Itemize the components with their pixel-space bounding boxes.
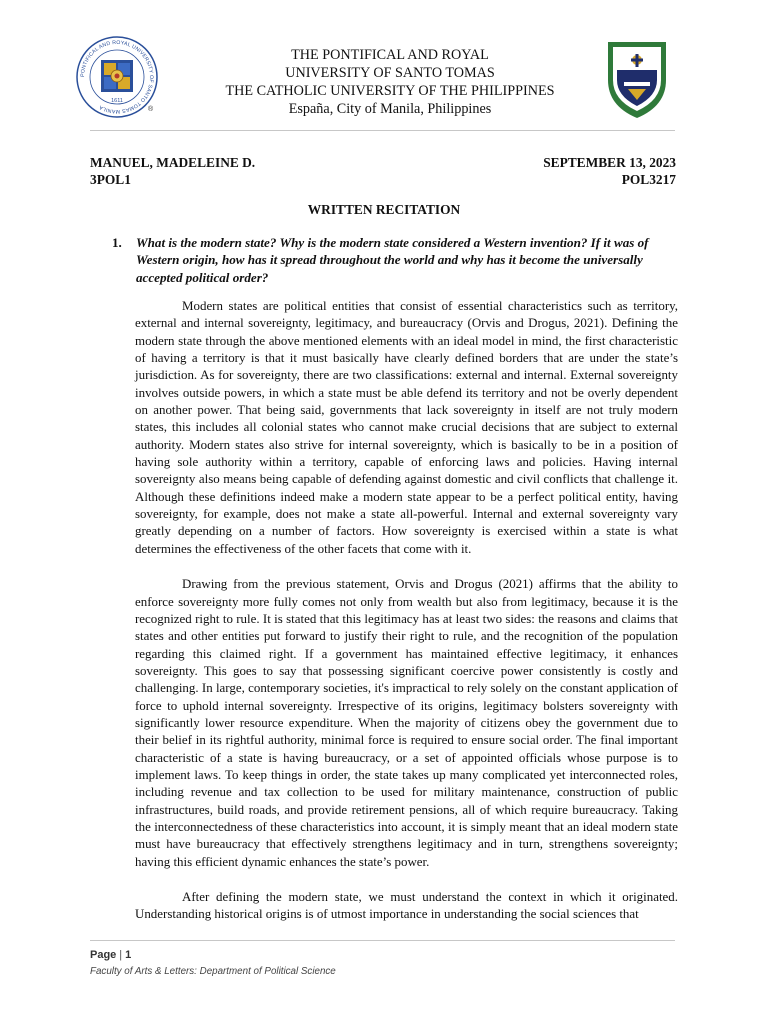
student-section: 3POL1 [90,172,131,187]
page-label: Page [90,949,117,961]
question-text: What is the modern state? Why is the modern state considered a Western invention? If it was of Western origin, how has it spread throughout the world and why has it become the universally accepted political order? [136,235,649,285]
question-number: 1. [112,235,122,250]
submission-date: SEPTEMBER 13, 2023 [543,155,676,170]
header-line-1: THE PONTIFICAL AND ROYAL [291,47,489,63]
seal-year: 1611 [111,98,123,104]
essay-body [135,297,678,941]
department-label: Faculty of Arts & Letters: Department of Political Science [90,966,336,977]
footer-divider [90,940,675,941]
paragraph: Modern states are political entities that consist of essential characteristics such as territory, external and internal sovereignty, legitimacy, and bureaucracy (Orvis and Drogus, 2021). Defining the modern state through the above mentioned elements with an ideal model in mind, the first characteristic of having a territory is that it must basically have clearly defined borders that are under the state’s jurisdiction. As for sovereignty, there are two classifications: external and internal. External sovereignty involves outside powers, in which a state must be able defend its territory and not be overly dependent on another power. That being said, governments that lack sovereignty in itself are not truly modern states, this includes all colonial states who cannot make crucial decisions that are subject to external authority. Modern states also strive for internal sovereignty, which is basically to be in a position of having sole authority within a territory, capable of enforcing laws and policies. Having internal sovereignty also means being capable of defending against domestic and civil conflicts that challenge it. Although these definitions indeed make a modern state appear to be a perfect political entity, having sovereignty, for example, does not make a state all-powerful. Internal and external sovereignty vary greatly depending on a number of factors. How sovereignty is exercised within a state is what determines the effectiveness of the other facets that come with it. [135,298,678,556]
paragraph: After defining the modern state, we must understand the context in which it originated. Understanding historical origins is of utmost importance in understanding the social sciences that [135,889,678,922]
header-divider [90,130,675,131]
ust-seal-logo [76,36,158,118]
student-info [90,154,255,188]
course-code: POL3217 [621,172,676,187]
registered-mark: ® [148,106,154,113]
university-header [180,46,600,118]
header-line-4: España, City of Manila, Philippines [288,101,492,117]
question-item [112,234,678,286]
document-title: WRITTEN RECITATION [307,202,461,217]
header-line-3: THE CATHOLIC UNIVERSITY OF THE PHILIPPINES [225,83,555,99]
course-info [543,154,676,188]
page-number: 1 [125,949,132,961]
student-name: MANUEL, MADELEINE D. [90,155,256,170]
faculty-crest-logo [602,36,672,122]
header-line-2: UNIVERSITY OF SANTO TOMAS [285,65,495,81]
seal-ring-text: PONTIFICAL AND ROYAL UNIVERSITY OF SANTO TOMAS MANILA [79,39,155,115]
page-footer: Page | 1 Faculty of Arts & Letters: Department of Political Science [90,949,336,977]
paragraph: Drawing from the previous statement, Orvis and Drogus (2021) affirms that the ability to enforce sovereignty more fully comes not only from wealth but also from legitimacy, because it is the recognized right to rule. It is stated that this legitimacy has at least two sides: the reasons and claims that states and other entities put forward to justify their right to rule, and the recognition of the population regarding this claimed right. If a government has maintained effective legitimacy, it enhances sovereignty. This goes to say that possessing significant coercive power consistently is costly and challenging. In large, contemporary societies, it's impractical to rely solely on the constant application of force to uphold internal sovereignty. Irrespective of its origins, legitimacy bolsters sovereignty with significantly lower resource expenditure. When the majority of citizens obey the government due to their belief in its rightful authority, minimal force is required to ensure social order. The final important characteristic of a state is having bureaucracy, or a set of appointed officials whose purpose is to implement laws. To keep things in order, the state takes up many complicated yet interconnected roles, including revenue and tax collection to be used for military maintenance, construction of public infrastructures, build roads, and provide retirement pensions, all of which require bureaucracy. Taking the interconnectedness of these characteristics into account, it is simply meant that an ideal modern state must have bureaucracy that effectively strengthens legitimacy and in turn, strengthens sovereignty; having this efficient dynamic enhances the state’s power. [135,576,678,869]
